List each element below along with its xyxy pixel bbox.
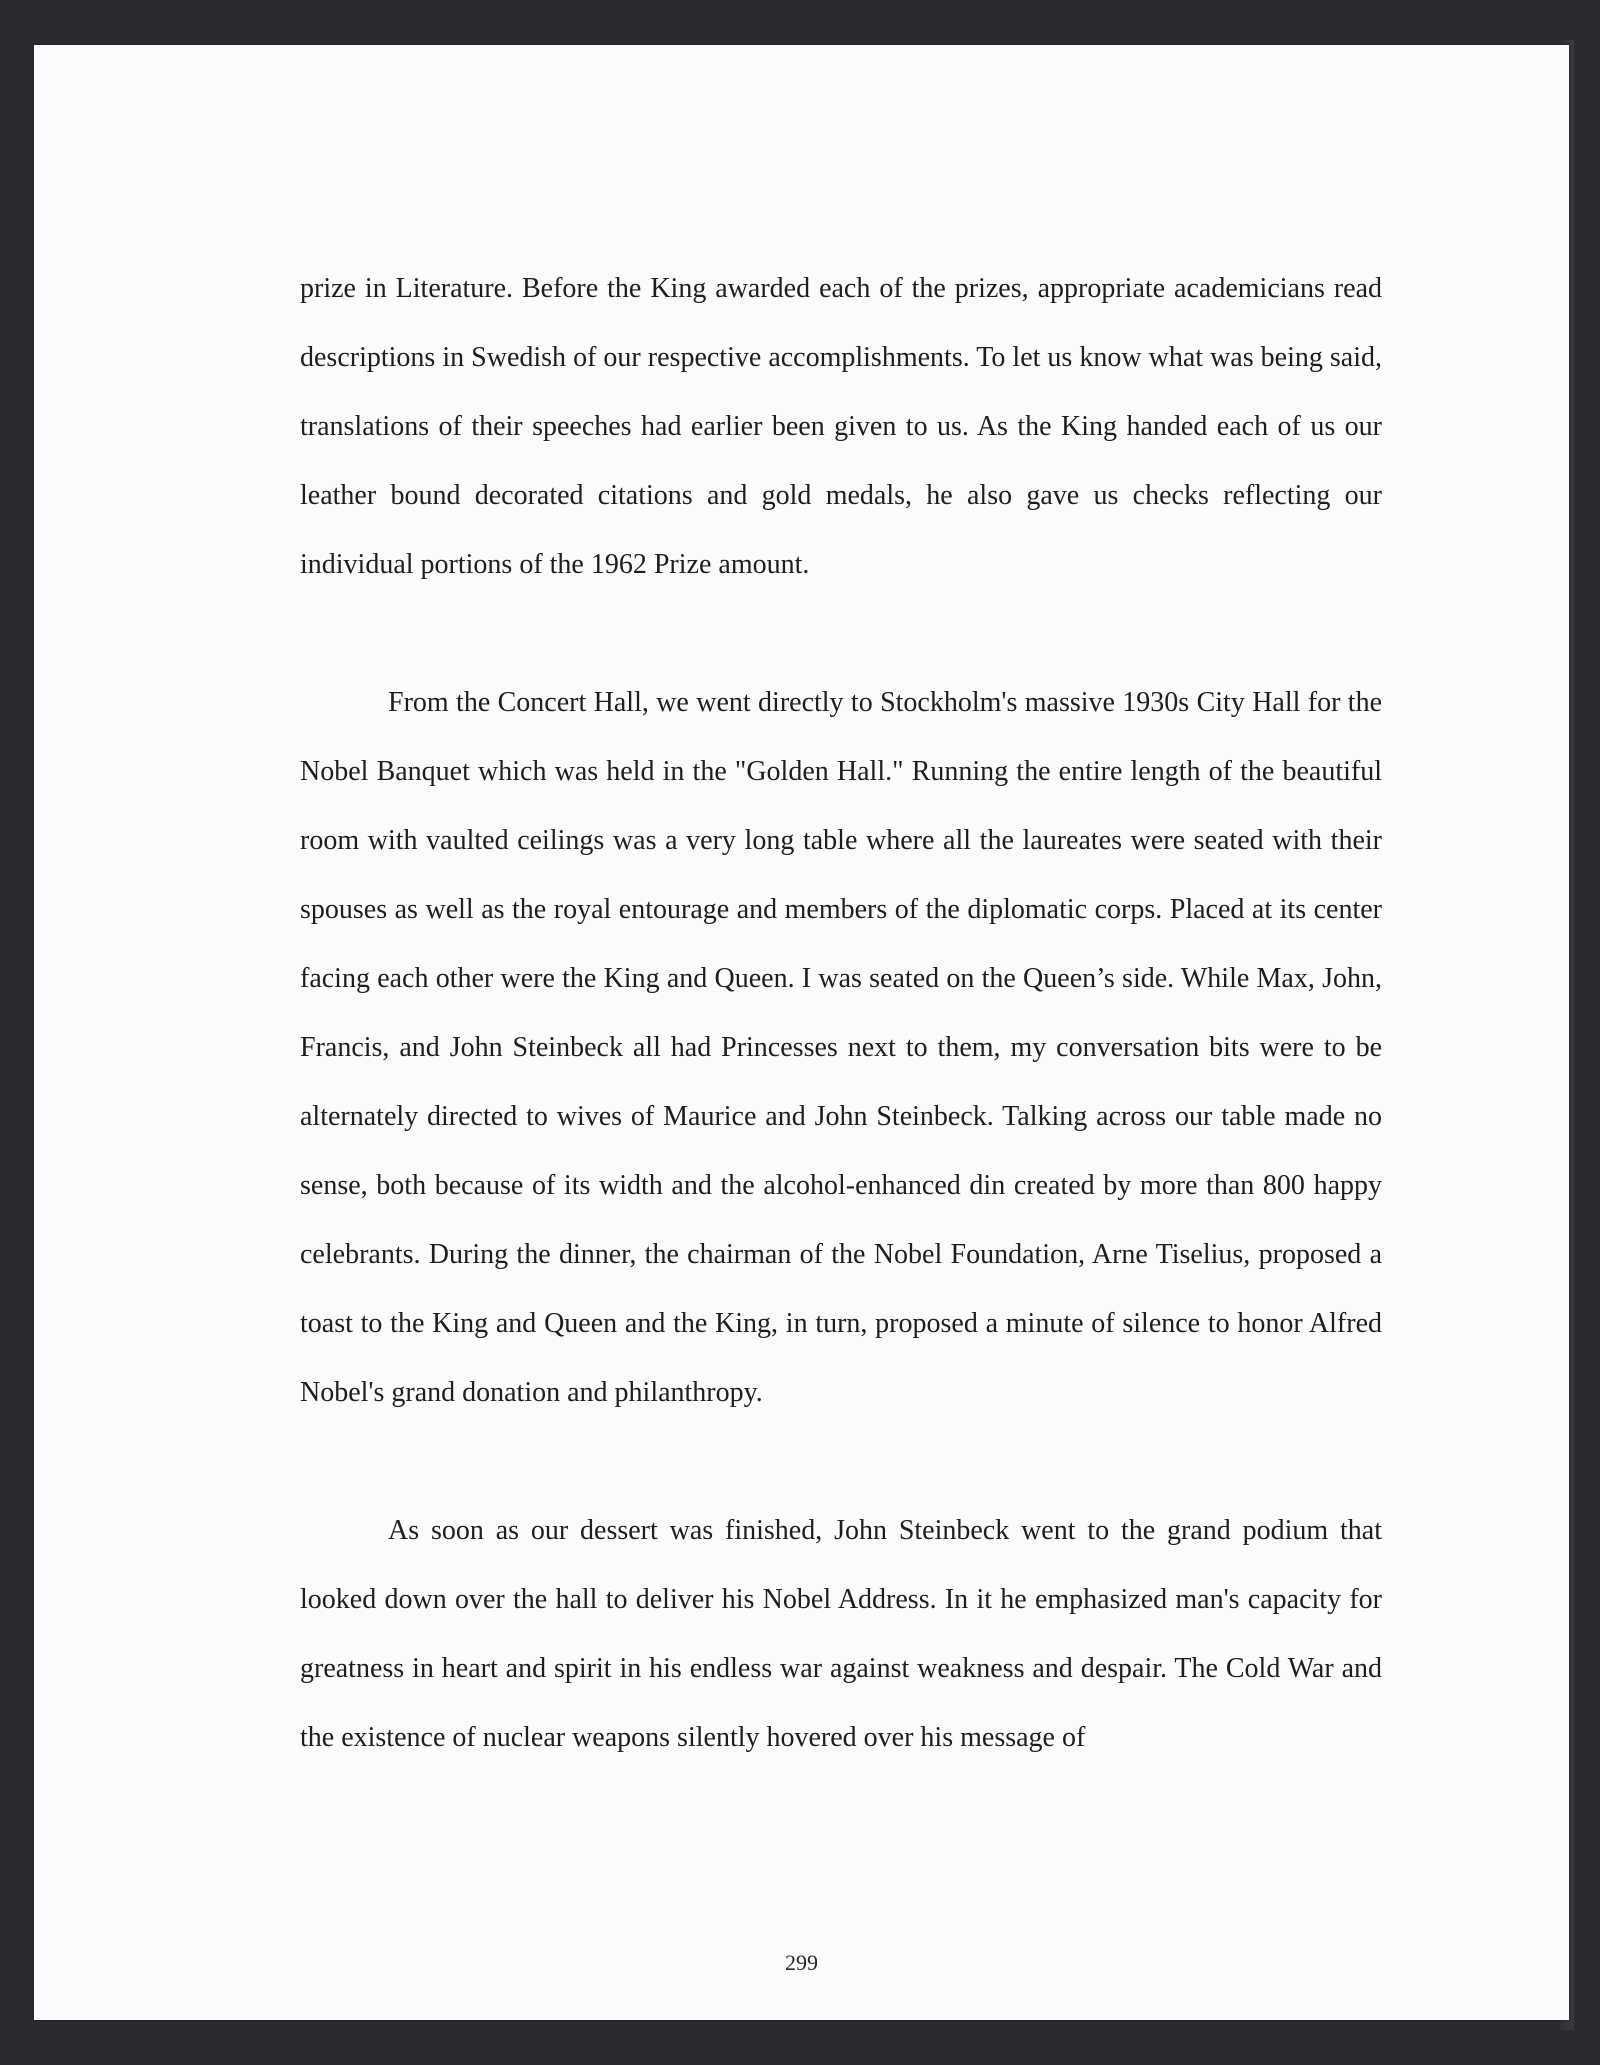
paragraph-3: As soon as our dessert was finished, John Steinbeck went to the grand podium that looked down over the hall to deliver his Nobel Address. In it he emphasized man's capacity for greatness in heart and spirit in his endless war against weakness and despair. The Cold War and the existence of nuclear weapons silently hovered over his message of bbox=[300, 1515, 1382, 1753]
paragraph-2: From the Concert Hall, we went directly to Stockholm's massive 1930s City Hall for the Nobel Banquet which was held in the "Golden Hall." Running the entire length of the beautiful room with vaulted ceilings was a very long table where all the laureates were seated with their spouses as well as the royal entourage and members of the diplomatic corps. Placed at its center facing each other were the King and Queen. I was seated on the Queen’s side. While Max, John, Francis, and John Steinbeck all had Princesses next to them, my conversation bits were to be alternately directed to wives of Maurice and John Steinbeck. Talking across our table made no sense, both because of its width and the alcohol-enhanced din created by more than 800 happy celebrants. During the dinner, the chairman of the Nobel Foundation, Arne Tiselius, proposed a toast to the King and Queen and the King, in turn, proposed a minute of silence to honor Alfred Nobel's grand donation and philanthropy. bbox=[300, 687, 1382, 1408]
paragraph-1: prize in Literature. Before the King awarded each of the prizes, appropriate academicians read descriptions in Swedish of our respective accomplishments. To let us know what was being said, translations of their speeches had earlier been given to us. As the King handed each of us our leather bound decorated citations and gold medals, he also gave us checks reflecting our individual portions of the 1962 Prize amount. bbox=[300, 273, 1382, 580]
body-text bbox=[300, 254, 1382, 1772]
page-number: 299 bbox=[785, 1950, 818, 1975]
document-page bbox=[34, 45, 1569, 2020]
